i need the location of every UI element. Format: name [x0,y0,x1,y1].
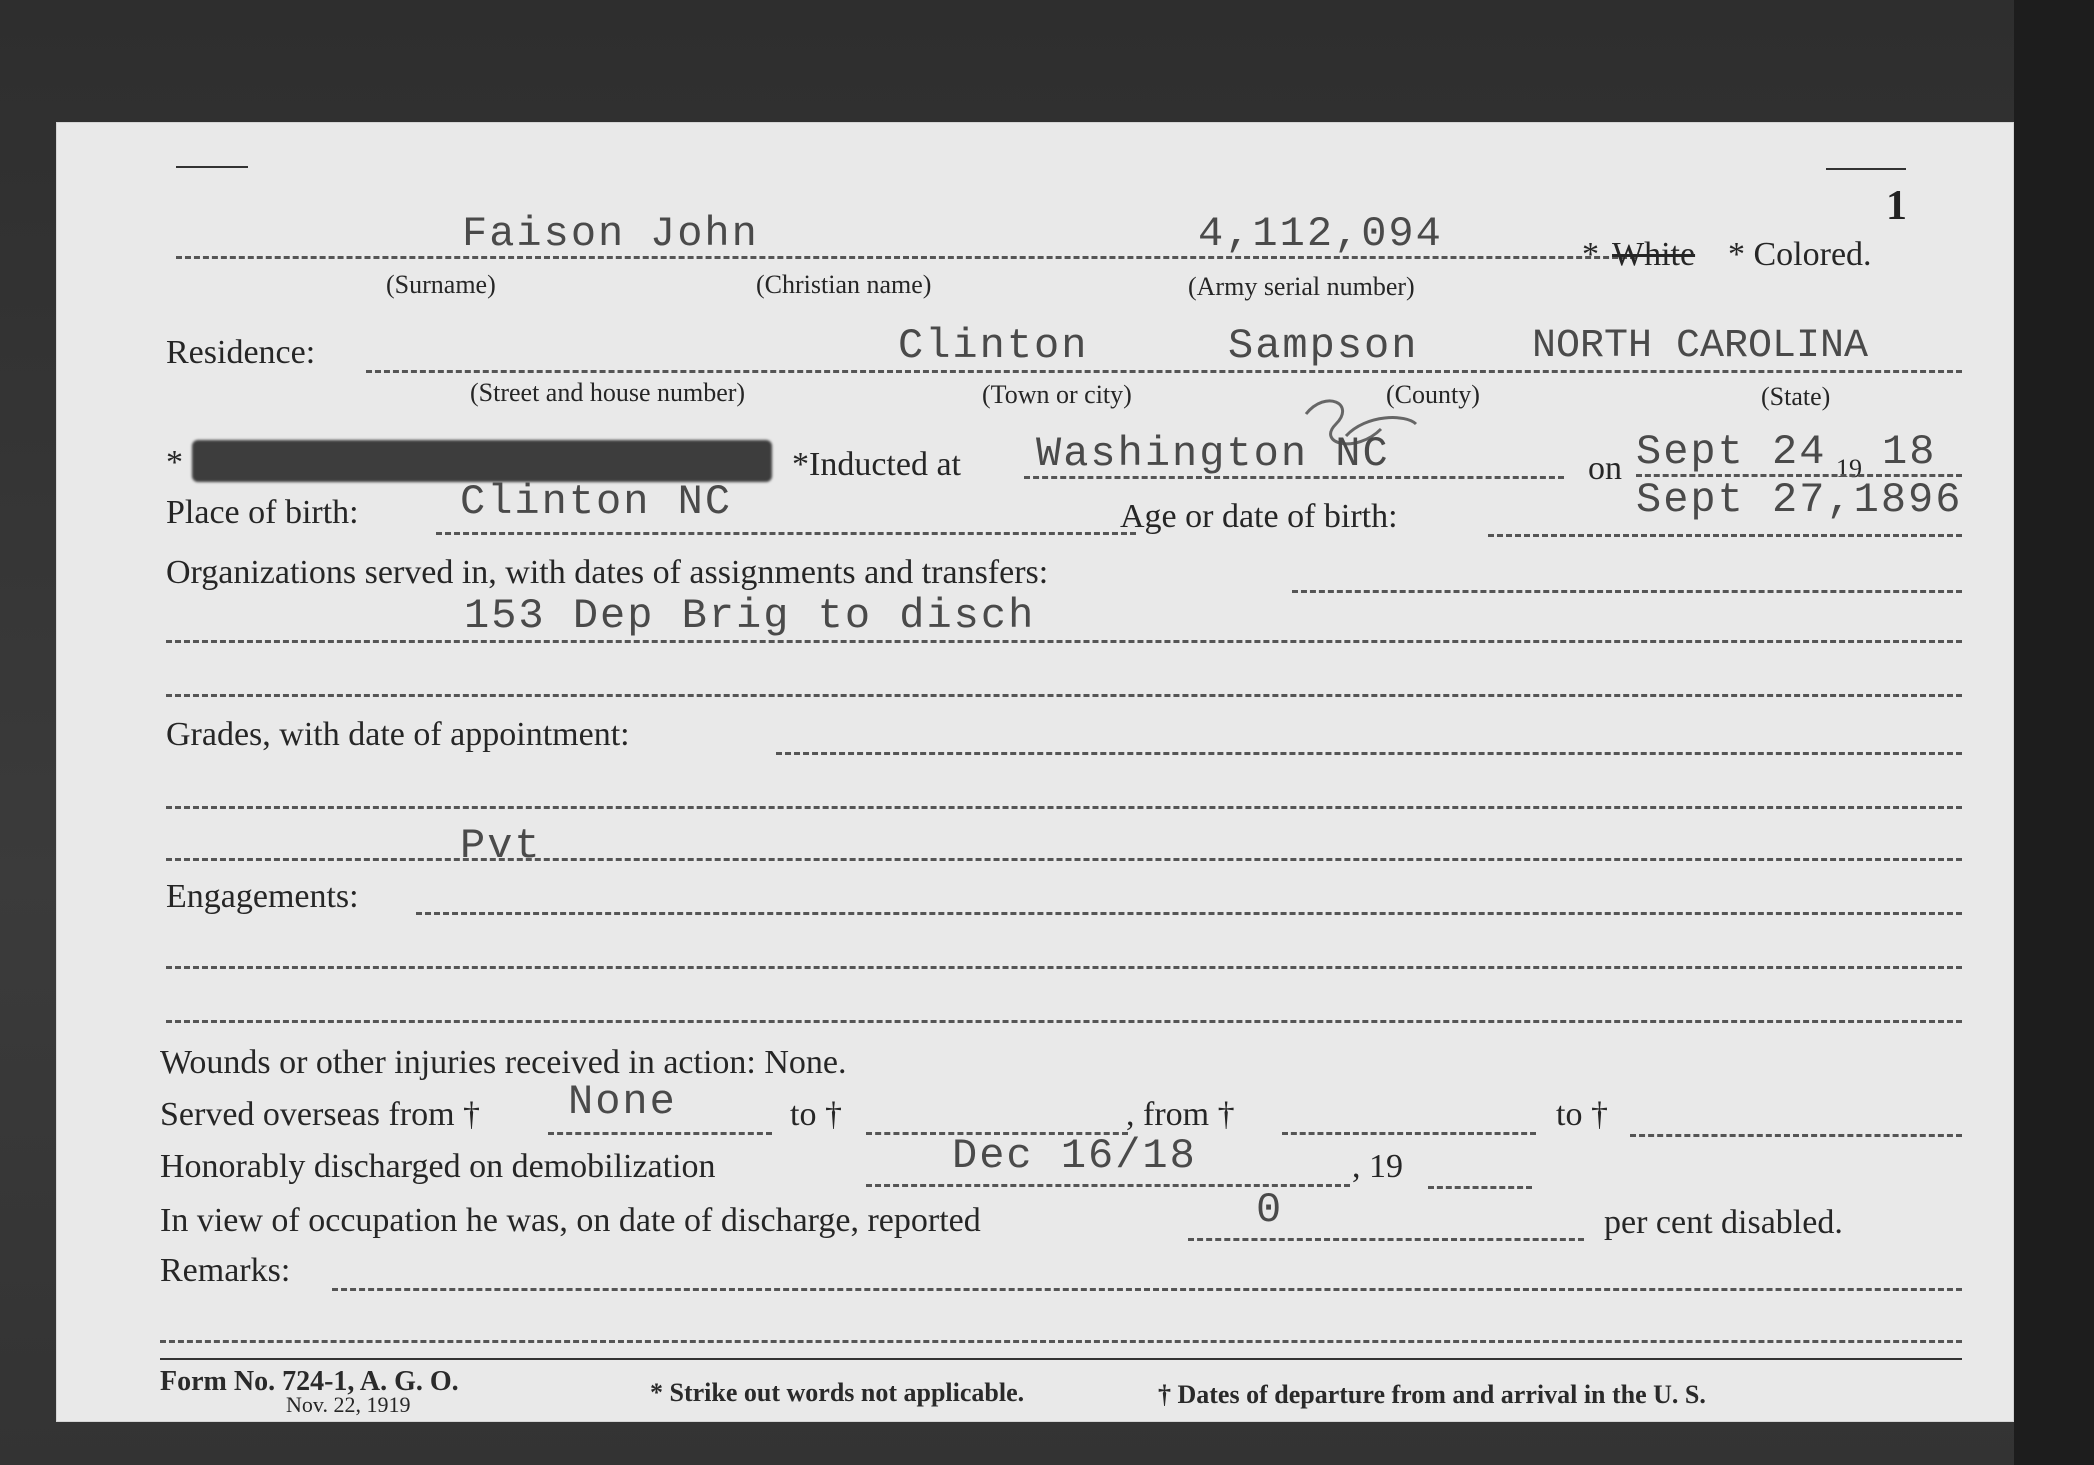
overseas-to2-line [1630,1134,1962,1137]
overseas-from-value: None [568,1078,677,1126]
engagement-line-3 [166,1020,1962,1023]
on-label: on [1588,450,1622,487]
organizations-value: 153 Dep Brig to disch [464,592,1036,640]
overseas-to2-label: to † [1556,1096,1608,1133]
residence-label: Residence: [166,334,316,371]
year-prefix: 19 [1836,454,1862,483]
top-right-rule [1826,168,1906,170]
town-caption: (Town or city) [982,380,1132,409]
birthplace-line [436,532,1136,535]
org-line-2 [166,640,1962,643]
remarks-label: Remarks: [160,1252,291,1289]
race-white: White [1612,236,1696,273]
inducted-line [1024,476,1564,479]
residence-line [366,370,1962,373]
engagement-line-1 [416,912,1962,915]
birthplace-value: Clinton NC [460,478,733,526]
discharge-label: Honorably discharged on demobilization [160,1148,716,1185]
disabled-line [1188,1238,1584,1241]
footnote-strike: * Strike out words not applicable. [650,1378,1025,1407]
age-line [1488,534,1962,537]
serial-caption: (Army serial number) [1188,272,1415,301]
org-line-1 [1292,590,1962,593]
overseas-from2-line [1282,1132,1536,1135]
remarks-line-1 [332,1288,1962,1291]
discharge-year-line [1428,1186,1532,1189]
age-label: Age or date of birth: [1120,498,1398,535]
discharge-date: Dec 16/18 [952,1132,1197,1180]
inducted-date: Sept 24 [1636,428,1827,476]
overseas-from2-label: , from † [1126,1096,1235,1133]
grade-line-2 [166,806,1962,809]
state-caption: (State) [1761,382,1831,411]
christian-name-value: John [650,210,759,258]
race-colored: * Colored. [1728,236,1872,273]
wounds-label: Wounds or other injuries received in action: None. [160,1044,847,1081]
scan-edge [2014,0,2094,1465]
service-record-card [56,122,2014,1422]
disabled-label: per cent disabled. [1604,1204,1843,1241]
grade-line-3 [166,858,1962,861]
enlisted-redaction [192,440,772,482]
disabled-value: 0 [1256,1186,1284,1234]
inducted-place: Washington NC [1036,430,1390,478]
grade-line-1 [776,752,1962,755]
overseas-from-line [548,1132,772,1135]
surname-value: Faison [462,210,626,258]
top-left-rule [176,166,248,168]
residence-state: NORTH CAROLINA [1532,324,1869,369]
birthplace-label: Place of birth: [166,494,359,531]
race-star: * [1582,236,1599,273]
organizations-label: Organizations served in, with dates of assignments and transfers: [166,554,1049,591]
org-line-3 [166,694,1962,697]
enlisted-star: * [166,444,183,481]
engagements-label: Engagements: [166,878,359,915]
name-line [176,256,1636,259]
form-number: Form No. 724-1, A. G. O. [160,1366,459,1397]
card-number: 1 [1886,183,1907,229]
form-date: Nov. 22, 1919 [286,1392,411,1417]
overseas-label: Served overseas from † [160,1096,481,1133]
christian-name-caption: (Christian name) [756,270,932,299]
grade-value: Pvt [460,822,542,870]
footer-rule [160,1358,1962,1360]
inducted-label: *Inducted at [792,446,961,483]
discharge-year-label: , 19 [1352,1148,1403,1185]
surname-caption: (Surname) [386,270,496,299]
birth-date: Sept 27,1896 [1636,476,1963,524]
grades-label: Grades, with date of appointment: [166,716,630,753]
year-suffix: 18 [1882,428,1937,476]
street-caption: (Street and house number) [470,378,746,407]
residence-town: Clinton [898,322,1089,370]
engagement-line-2 [166,966,1962,969]
footnote-dates: † Dates of departure from and arrival in the U. S. [1158,1380,1706,1409]
remarks-line-2 [160,1340,1962,1343]
overseas-to-label: to † [790,1096,842,1133]
occupation-label: In view of occupation he was, on date of discharge, reported [160,1202,981,1239]
county-caption: (County) [1386,380,1480,409]
residence-county: Sampson [1228,322,1419,370]
serial-number-value: 4,112,094 [1198,210,1443,258]
